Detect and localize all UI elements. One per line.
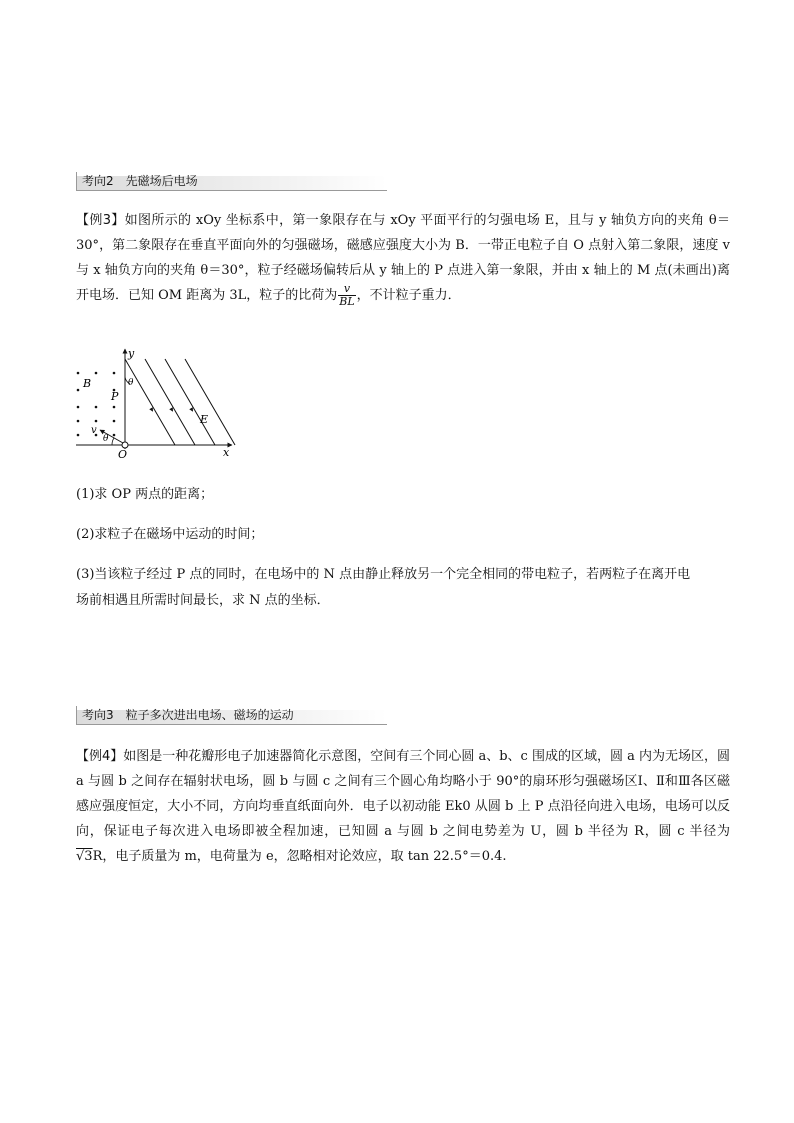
label-origin: O <box>118 448 128 460</box>
label-b: B <box>83 377 92 390</box>
example-tag: 【例3】 <box>76 213 125 228</box>
section-title: 考向3 粒子多次进出电场、磁场的运动 <box>82 708 294 722</box>
example-3-tail: ，不计粒子重力． <box>356 288 461 303</box>
label-theta-bottom: θ <box>103 434 109 444</box>
example-3-text <box>76 208 730 308</box>
question-3-line-1: (3)当该粒子经过 P 点的同时，在电场中的 N 点由静止释放另一个完全相同的带电粒子，若两粒子在离开电 <box>76 567 691 582</box>
example-tag: 【例4】 <box>76 749 124 764</box>
label-y: y <box>128 347 135 360</box>
label-e: E <box>200 413 209 426</box>
sqrt-three: √3 <box>76 849 93 864</box>
label-p: P <box>111 390 119 403</box>
electric-field-lines <box>125 359 235 445</box>
label-v: v <box>91 425 97 436</box>
example-4-tail: R，电子质量为 m，电荷量为 e，忽略相对论效应，取 tan 22.5°＝0.4. <box>92 849 507 864</box>
section-title: 考向2 先磁场后电场 <box>82 174 198 188</box>
label-x: x <box>223 446 230 459</box>
question-2: (2)求粒子在磁场中运动的时间； <box>76 527 264 542</box>
section-header-2 <box>76 172 387 191</box>
example-4-text <box>76 744 730 869</box>
charge-mass-fraction <box>338 283 355 308</box>
question-3-line-2: 场前相遇且所需时间最长，求 N 点的坐标． <box>76 593 330 608</box>
label-theta-top: θ <box>128 378 134 388</box>
question-1: (1)求 OP 两点的距离； <box>76 487 214 502</box>
example-3-body: 如图所示的 xOy 坐标系中，第一象限存在与 xOy 平面平行的匀强电场 E，且与 y 轴负方向的夹角 θ＝30°，第二象限存在垂直平面向外的匀强磁场，磁感应强度大小为 B．一带正电粒子自 O 点射入第二象限，速度 v 与 x 轴负方向的夹角 θ＝30°，粒子经磁场偏转后从 y 轴上的 P 点进入第一象限，并由 x 轴上的 M 点(未画出)离开电场．已知 OM 距离为 3L，粒子的比荷为 <box>76 213 731 303</box>
theta-arc-bottom <box>112 438 114 445</box>
example-4-body: 如图是一种花瓣形电子加速器简化示意图，空间有三个同心圆 a、b、c 围成的区域，圆 a 内为无场区，圆 a 与圆 b 之间存在辐射状电场，圆 b 与圆 c 之间有三个圆心角均略小于 90°的扇环形匀强磁场区Ⅰ、Ⅱ和Ⅲ各区磁感应强度恒定，大小不同，方向均垂直纸面向外．电子以初动能 Ek0 从圆 b 上 P 点沿径向进入电场，电场可以反向，保证电子每次进入电场即被全程加速，已知圆 a 与圆 b 之间电势差为 U，圆 b 半径为 R，圆 c 半径为 <box>76 749 730 839</box>
fraction-denominator: BL <box>339 295 355 308</box>
section-header-3 <box>76 706 387 725</box>
fraction-numerator: v <box>338 283 355 296</box>
example-3-figure <box>68 345 238 460</box>
